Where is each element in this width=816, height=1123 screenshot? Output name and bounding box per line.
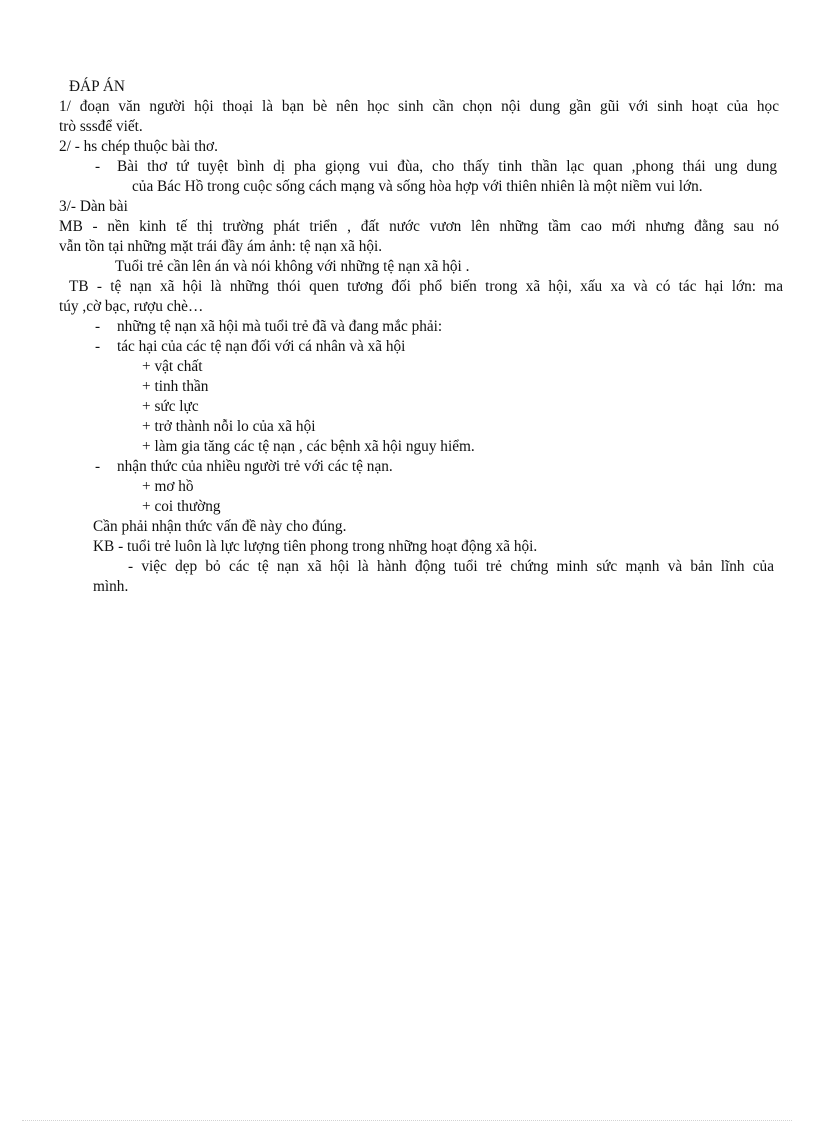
answer-3-heading: 3/- Dàn bài — [59, 198, 128, 215]
answer-1-line-2: trò sssđể viết. — [59, 118, 143, 135]
body-bullet-2-item: + sức lực — [142, 398, 199, 415]
bullet-dash: - — [95, 158, 101, 175]
intro-line-1: MB - nền kinh tế thị trường phát triển , đất nước vươn lên những tầm cao mới nhưng đằng sau nó — [59, 218, 779, 235]
body-bullet-2-item: + vật chất — [142, 358, 203, 375]
bullet-dash: - — [95, 338, 101, 355]
conclusion-line-3: mình. — [93, 578, 129, 595]
answer-2-bullet-line-2: của Bác Hồ trong cuộc sống cách mạng và sống hòa hợp với thiên nhiên là một niềm vui lớn. — [132, 178, 703, 195]
answer-2-heading: 2/ - hs chép thuộc bài thơ. — [59, 138, 218, 155]
conclusion-line-2: - việc dẹp bỏ các tệ nạn xã hội là hành động tuổi trẻ chứng minh sức mạnh và bản lĩnh của — [128, 558, 774, 575]
intro-line-2: vẫn tồn tại những mặt trái đầy ám ảnh: tệ nạn xã hội. — [59, 238, 383, 255]
bullet-dash: - — [95, 458, 101, 475]
body-line-1: TB - tệ nạn xã hội là những thói quen tương đối phổ biến trong xã hội, xấu xa và có tác hại lớn: ma — [69, 278, 783, 295]
answer-2-bullet-line-1: Bài thơ tứ tuyệt bình dị pha giọng vui đùa, cho thấy tinh thần lạc quan ,phong thái ung dung — [117, 158, 777, 175]
body-bullet-2-item: + tinh thần — [142, 378, 209, 395]
conclusion-line-1: KB - tuổi trẻ luôn là lực lượng tiên phong trong những hoạt động xã hội. — [93, 538, 538, 555]
footer-divider — [22, 1120, 792, 1121]
body-conclusion: Cần phải nhận thức vấn đề này cho đúng. — [93, 518, 347, 535]
body-bullet-2: tác hại của các tệ nạn đối với cá nhân và xã hội — [117, 338, 406, 355]
body-bullet-3-item: + coi thường — [142, 498, 221, 515]
body-bullet-3-item: + mơ hồ — [142, 478, 194, 495]
body-bullet-1: những tệ nạn xã hội mà tuổi trẻ đã và đang mắc phải: — [117, 318, 443, 335]
answer-1-line-1: 1/ đoạn văn người hội thoại là bạn bè nên học sinh cần chọn nội dung gần gũi với sinh hoạt của học — [59, 98, 779, 115]
body-bullet-2-item: + trở thành nỗi lo của xã hội — [142, 418, 316, 435]
body-line-2: túy ,cờ bạc, rượu chè… — [59, 298, 204, 315]
intro-line-3: Tuổi trẻ cần lên án và nói không với những tệ nạn xã hội . — [115, 258, 470, 275]
body-bullet-3: nhận thức của nhiều người trẻ với các tệ nạn. — [117, 458, 393, 475]
body-bullet-2-item: + làm gia tăng các tệ nạn , các bệnh xã hội nguy hiểm. — [142, 438, 475, 455]
document-title: ĐÁP ÁN — [69, 78, 125, 95]
bullet-dash: - — [95, 318, 101, 335]
